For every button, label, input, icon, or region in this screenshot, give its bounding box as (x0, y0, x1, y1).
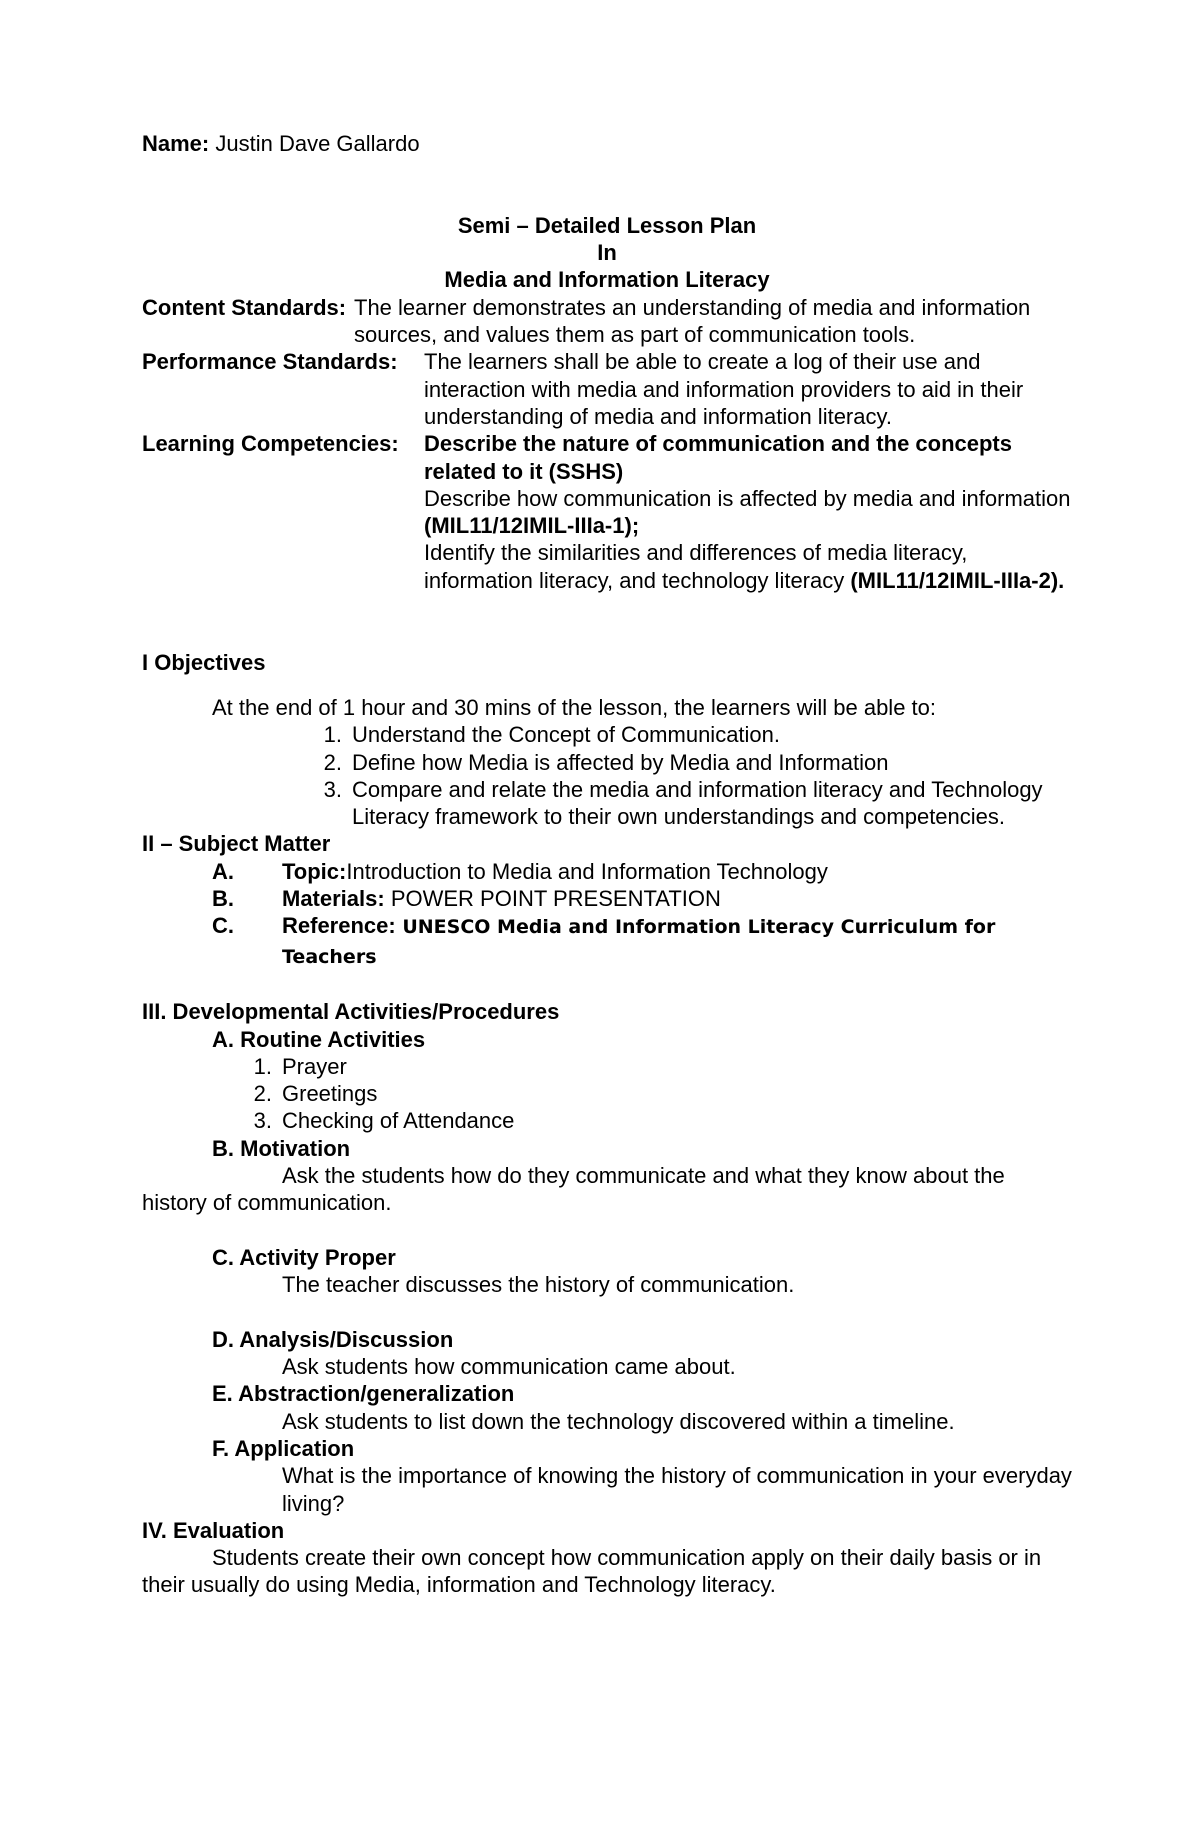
subject-matter-label: Materials: (282, 886, 385, 912)
objective-num: 3. (323, 776, 342, 802)
routine-num: 3. (253, 1108, 272, 1134)
analysis-text: Ask students how communication came about. (282, 1354, 736, 1380)
activities-heading: III. Developmental Activities/Procedures (142, 999, 560, 1025)
objectives-intro: At the end of 1 hour and 30 mins of the lesson, the learners will be able to: (212, 694, 937, 720)
objective-num: 1. (323, 722, 342, 748)
subject-matter-content (282, 912, 1072, 971)
name-label: Name: (142, 131, 210, 156)
performance-standards-text (354, 348, 1072, 430)
objective-item (300, 776, 1072, 831)
subject-matter-text: POWER POINT PRESENTATION (384, 886, 721, 912)
routine-item (230, 1080, 1072, 1107)
competency-item-2 (424, 485, 1072, 540)
objective-text: Define how Media is affected by Media and Information (352, 749, 889, 775)
competency-item-2-text: Describe how communication is affected by media and information (424, 485, 1071, 511)
routine-text: Checking of Attendance (282, 1108, 515, 1134)
subject-matter-content (282, 885, 1072, 912)
title-line-1: Semi – Detailed Lesson Plan (457, 212, 757, 238)
objectives-list (142, 721, 1072, 830)
objective-num: 2. (323, 749, 342, 775)
lesson-plan-document (142, 130, 1072, 1599)
subject-matter-letter: B. (212, 886, 234, 912)
objectives-heading: I Objectives (142, 649, 266, 675)
routine-heading: A. Routine Activities (212, 1026, 426, 1052)
routine-list (142, 1053, 1072, 1135)
competency-item-3 (424, 539, 1072, 594)
objective-item (300, 721, 1072, 748)
learning-competencies (142, 430, 1072, 594)
motivation-text: Ask the students how do they communicate and what they know about the history of communication. (142, 1162, 1005, 1216)
title-line-3: Media and Information Literacy (444, 267, 770, 293)
competency-item-2-code: (MIL11/12IMIL-IIIa-1); (424, 513, 640, 539)
subject-matter-text: Introduction to Media and Information Technology (346, 858, 828, 884)
performance-standards-label: Performance Standards: (142, 349, 398, 375)
subject-matter-item (142, 912, 1072, 971)
routine-num: 1. (253, 1053, 272, 1079)
routine-num: 2. (253, 1081, 272, 1107)
name-value: Justin Dave Gallardo (215, 131, 420, 156)
subject-matter-item (142, 885, 1072, 912)
subject-matter-content (282, 858, 1072, 885)
competency-item-3-code: (MIL11/12IMIL-IIIa-2). (850, 567, 1065, 593)
evaluation-heading: IV. Evaluation (142, 1517, 285, 1543)
title-line-2: In (597, 240, 617, 266)
activity-proper-text: The teacher discusses the history of communication. (282, 1272, 795, 1298)
name-line (142, 130, 1072, 157)
objective-text: Understand the Concept of Communication. (352, 722, 781, 748)
abstraction-heading: E. Abstraction/generalization (212, 1381, 515, 1407)
subject-matter-heading: II – Subject Matter (142, 831, 331, 857)
content-standards-label: Content Standards: (142, 294, 347, 320)
performance-standards (142, 348, 1072, 430)
subject-matter-label: Reference: (282, 913, 396, 939)
motivation-heading: B. Motivation (212, 1135, 351, 1161)
application-heading: F. Application (212, 1435, 355, 1461)
application-text: What is the importance of knowing the history of communication in your everyday living? (282, 1463, 1072, 1516)
competency-item-3-text: Identify the similarities and differences of media literacy, information literacy, and technology literacy (424, 540, 968, 593)
subject-matter-letter: C. (212, 913, 234, 939)
subject-matter-item (142, 858, 1072, 885)
subject-matter-letter: A. (212, 858, 234, 884)
competency-item-1: Describe the nature of communication and the concepts related to it (SSHS) (424, 431, 1012, 484)
subject-matter-label: Topic: (282, 858, 347, 884)
subject-matter-reference: UNESCO Media and Information Literacy Curriculum for Teachers (282, 916, 996, 968)
routine-text: Greetings (282, 1081, 378, 1107)
analysis-heading: D. Analysis/Discussion (212, 1326, 454, 1352)
performance-standards-body: The learners shall be able to create a log of their use and interaction with media and information providers to aid in their understanding of media and information literacy. (424, 349, 1024, 429)
content-standards-text: The learner demonstrates an understanding of media and information sources, and values them as part of communication tools. (354, 294, 1031, 348)
evaluation-text: Students create their own concept how communication apply on their daily basis or in their usually do using Media, information and Technology literacy. (142, 1545, 1042, 1598)
routine-item (230, 1107, 1072, 1134)
activity-proper-heading: C. Activity Proper (212, 1244, 396, 1270)
objective-item (300, 749, 1072, 776)
learning-competencies-label: Learning Competencies: (142, 431, 399, 457)
content-standards (142, 294, 1072, 349)
routine-item (230, 1053, 1072, 1080)
routine-text: Prayer (282, 1053, 347, 1079)
learning-competencies-list (424, 430, 1072, 594)
objective-text: Compare and relate the media and information literacy and Technology Literacy framework to their own understandings and competencies. (352, 776, 1043, 830)
abstraction-text: Ask students to list down the technology discovered within a timeline. (282, 1408, 955, 1434)
